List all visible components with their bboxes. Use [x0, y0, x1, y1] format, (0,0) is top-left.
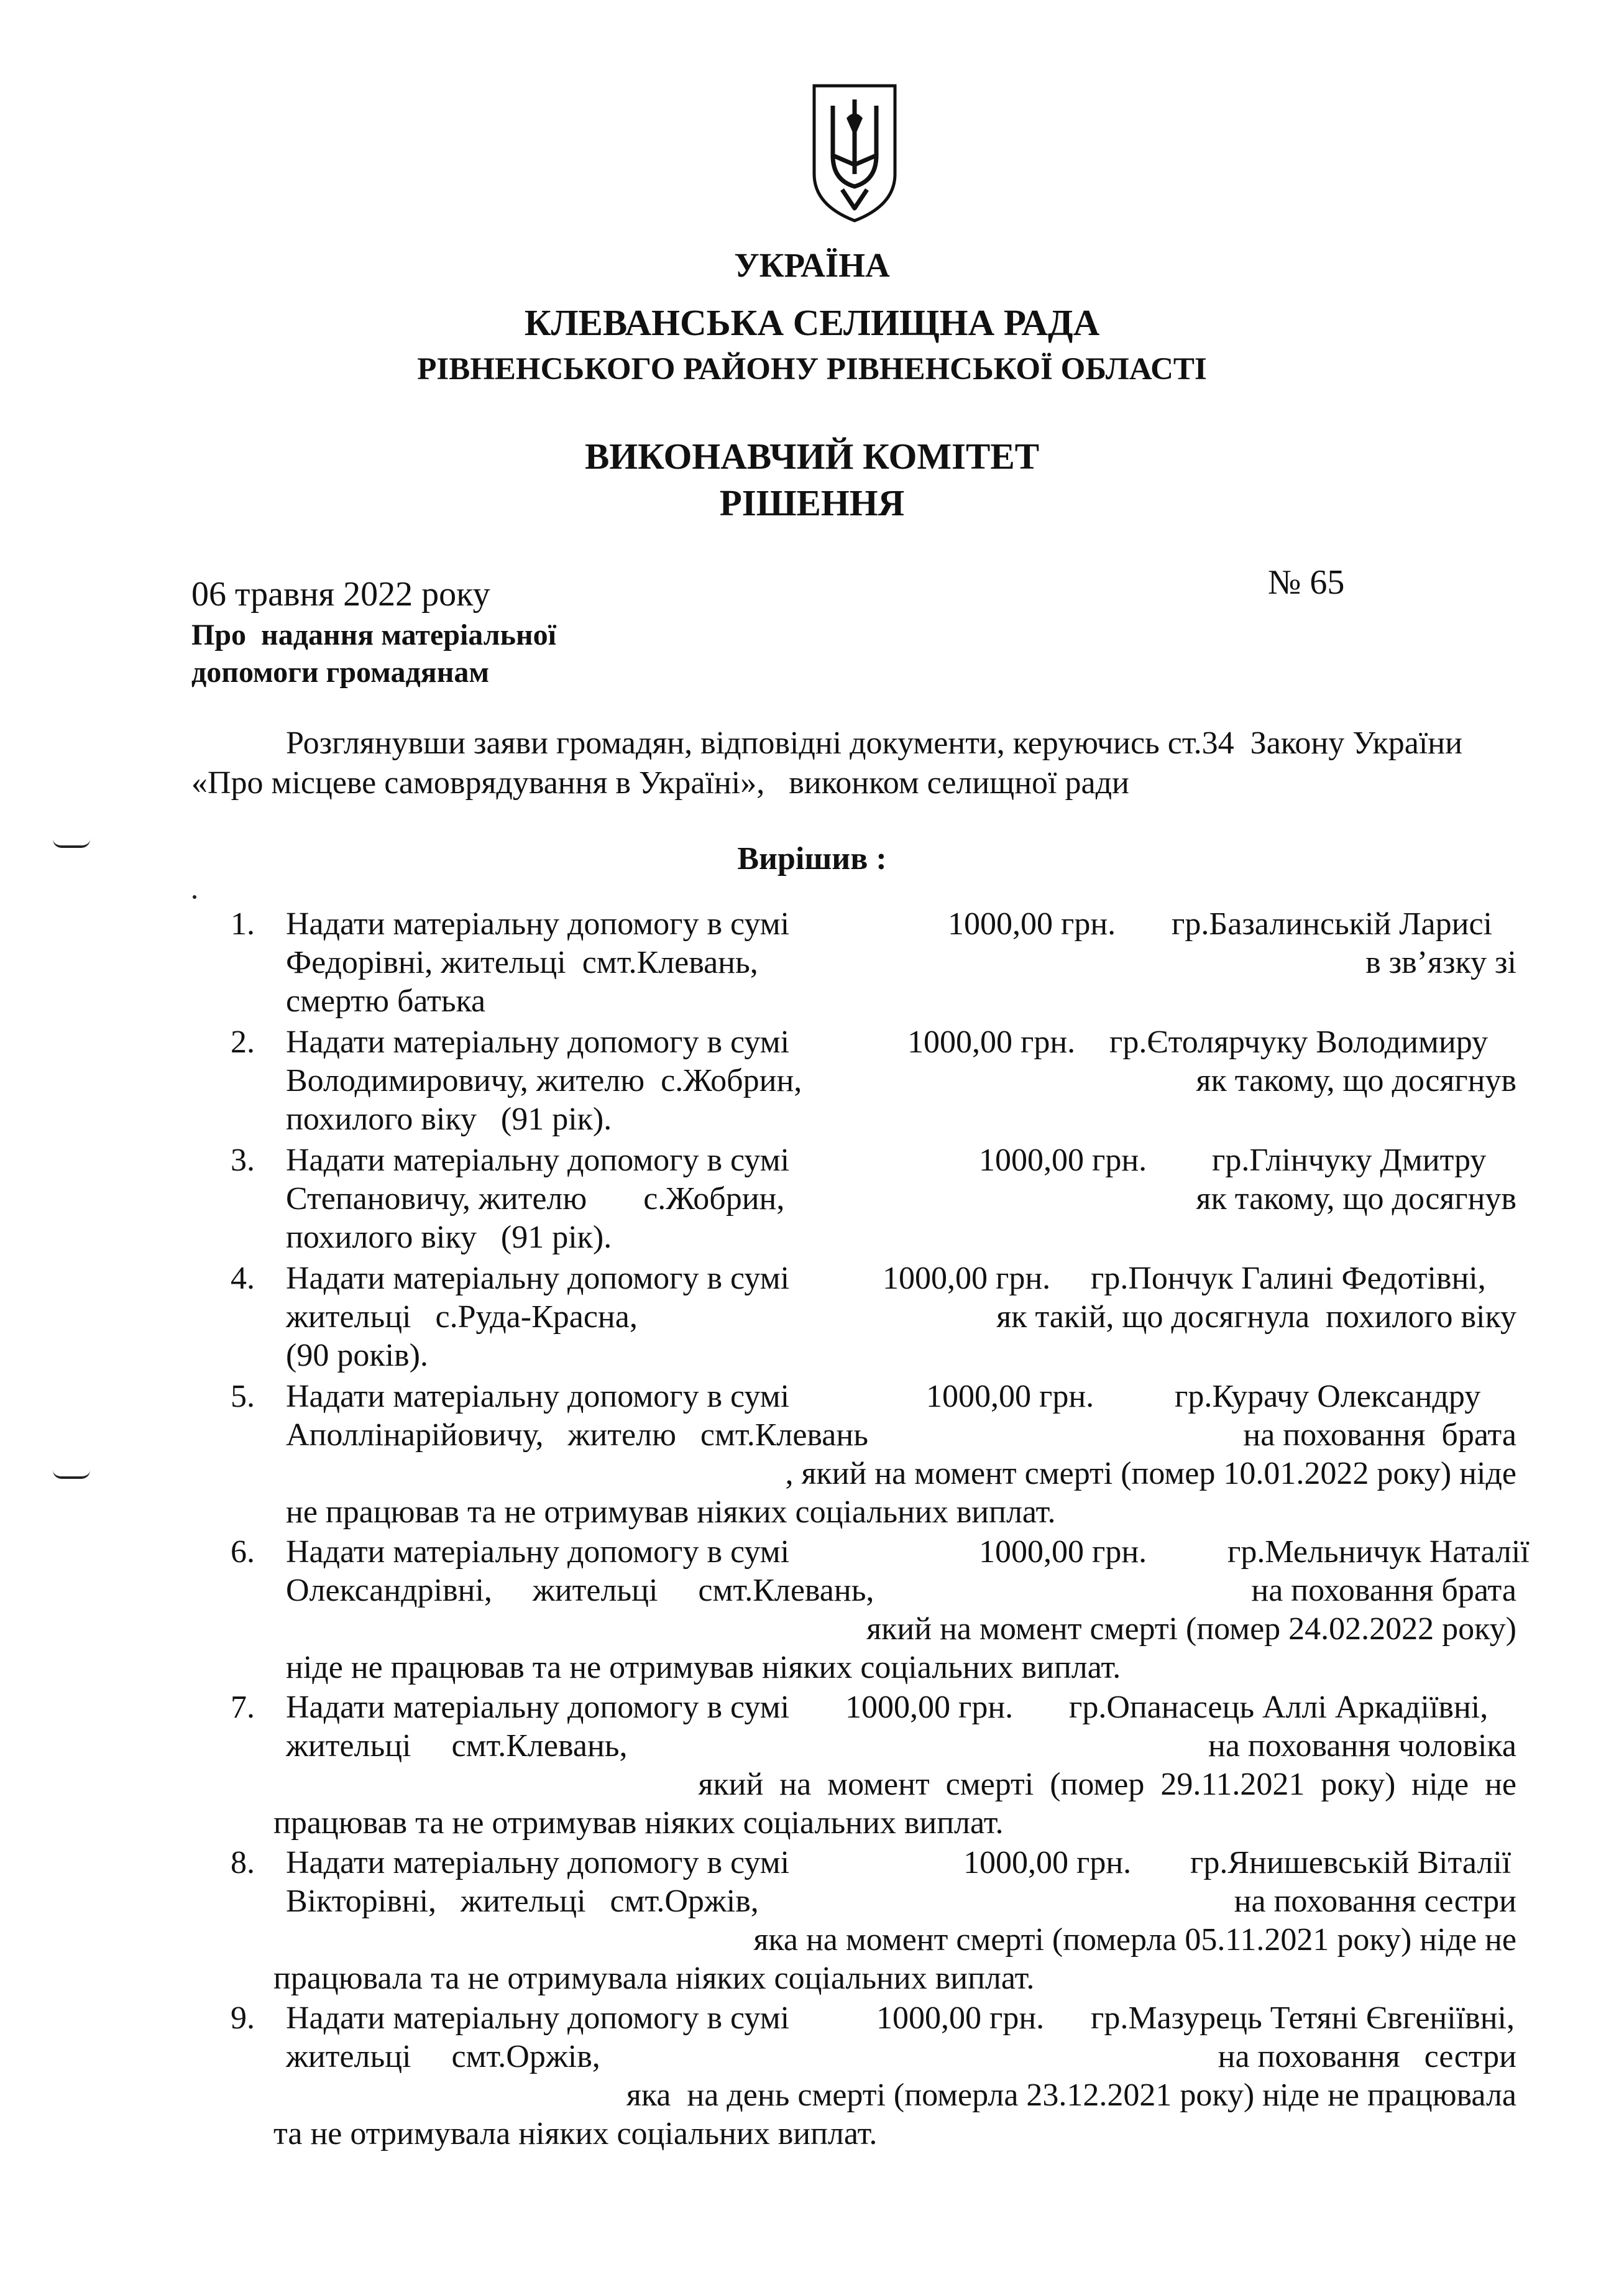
item-recipient: гр.Курачу Олександру	[1175, 1379, 1481, 1414]
item-recipient: гр.Глінчуку Дмитру	[1212, 1143, 1487, 1178]
item-number: 8.	[231, 1845, 255, 1880]
item-reason: на поховання сестри	[1234, 1884, 1516, 1919]
item-text: Надати матеріальну допомогу в сумі	[286, 1024, 790, 1060]
item-text: , який на момент смерті (помер 10.01.2022 року) ніде	[785, 1456, 1516, 1491]
item-text: Аполлінарійовичу, жителю смт.Клевань	[286, 1417, 868, 1453]
item-number: 2.	[231, 1024, 255, 1060]
item-text: Надати матеріальну допомогу в сумі	[286, 906, 790, 942]
item-text: похилого віку (91 рік).	[286, 1102, 612, 1137]
item-amount: 1000,00 грн.	[907, 1024, 1076, 1060]
item-text: не працював та не отримував ніяких соціальних виплат.	[286, 1494, 1056, 1530]
council-title: КЛЕВАНСЬКА СЕЛИЩНА РАДА	[524, 302, 1100, 343]
scan-mark	[53, 1470, 90, 1479]
item-text: Володимировичу, жителю с.Жобрин,	[286, 1063, 802, 1098]
item-number: 5.	[231, 1379, 255, 1414]
item-amount: 1000,00 грн.	[948, 906, 1116, 942]
country-title: УКРАЇНА	[734, 246, 890, 284]
item-number: 3.	[231, 1143, 255, 1178]
decided-heading: Вирішив :	[737, 841, 887, 876]
item-number: 7.	[231, 1690, 255, 1725]
item-text: жительці смт.Оржів,	[286, 2039, 600, 2074]
item-amount: 1000,00 грн.	[963, 1845, 1132, 1880]
item-text: жительці с.Руда-Красна,	[286, 1299, 638, 1335]
item-recipient: гр.Базалинській Ларисі	[1172, 906, 1492, 942]
item-amount: 1000,00 грн.	[876, 2000, 1045, 2036]
item-recipient: гр.Мельничук Наталії	[1227, 1534, 1530, 1570]
subject-line-1: Про надання матеріальної	[191, 619, 557, 651]
decision-date: 06 травня 2022 року	[191, 575, 490, 614]
doc-type-title: РІШЕННЯ	[719, 482, 905, 523]
item-reason: на поховання сестри	[1218, 2039, 1516, 2074]
item-reason: як такому, що досягнув	[1196, 1181, 1516, 1217]
item-text: Федорівні, жительці смт.Клевань,	[286, 945, 758, 980]
item-text: який на момент смерті (помер 29.11.2021 року) ніде не	[698, 1767, 1516, 1802]
item-number: 9.	[231, 2000, 255, 2036]
item-text: Надати матеріальну допомогу в сумі	[286, 1261, 790, 1296]
item-text: та не отримувала ніяких соціальних виплат.	[273, 2116, 878, 2151]
committee-title: ВИКОНАВЧИЙ КОМІТЕТ	[584, 436, 1040, 477]
item-text: похилого віку (91 рік).	[286, 1220, 612, 1255]
item-text: смертю батька	[286, 983, 486, 1019]
item-recipient: гр.Мазурець Тетяні Євгеніївні,	[1091, 2000, 1515, 2036]
item-text: Степановичу, жителю с.Жобрин,	[286, 1181, 785, 1217]
item-reason: на поховання брата	[1243, 1417, 1516, 1453]
item-reason: в зв’язку зі	[1365, 945, 1516, 980]
item-amount: 1000,00 грн.	[845, 1690, 1014, 1725]
scan-mark	[53, 839, 90, 848]
item-text: яка на момент смерті (померла 05.11.2021 року) ніде не	[753, 1922, 1516, 1958]
item-recipient: гр.Пончук Галині Федотівні,	[1091, 1261, 1486, 1296]
item-recipient: гр.Янишевській Віталії	[1190, 1845, 1512, 1880]
item-text: Надати матеріальну допомогу в сумі	[286, 1379, 790, 1414]
item-text: працював та не отримував ніяких соціальних виплат.	[273, 1805, 1004, 1841]
item-text: який на момент смерті (помер 24.02.2022 року)	[866, 1611, 1516, 1647]
item-reason: на поховання брата	[1251, 1573, 1516, 1608]
region-title: РІВНЕНСЬКОГО РАЙОНУ РІВНЕНСЬКОЇ ОБЛАСТІ	[417, 352, 1207, 387]
item-text: (90 років).	[286, 1338, 428, 1373]
item-text: жительці смт.Клевань,	[286, 1728, 628, 1764]
item-reason: як такому, що досягнув	[1196, 1063, 1516, 1098]
item-text: Надати матеріальну допомогу в сумі	[286, 2000, 790, 2036]
item-text: Вікторівні, жительці смт.Оржів,	[286, 1884, 759, 1919]
item-text: Надати матеріальну допомогу в сумі	[286, 1143, 790, 1178]
subject-line-2: допомоги громадянам	[191, 656, 490, 689]
item-text: ніде не працював та не отримував ніяких соціальних виплат.	[286, 1650, 1121, 1685]
item-text: яка на день смерті (померла 23.12.2021 року) ніде не працювала	[626, 2077, 1516, 2113]
item-number: 1.	[231, 906, 255, 942]
item-text: Надати матеріальну допомогу в сумі	[286, 1845, 790, 1880]
decision-number: № 65	[1268, 563, 1345, 602]
item-amount: 1000,00 грн.	[926, 1379, 1094, 1414]
item-reason: на поховання чоловіка	[1208, 1728, 1516, 1764]
item-reason: як такій, що досягнула похилого віку	[996, 1299, 1516, 1335]
preamble-line-1: Розглянувши заяви громадян, відповідні документи, керуючись ст.34 Закону України	[286, 725, 1462, 761]
scan-dot	[193, 895, 196, 899]
item-recipient: гр.Опанасець Аллі Аркадіївні,	[1069, 1690, 1489, 1725]
item-number: 4.	[231, 1261, 255, 1296]
item-text: Надати матеріальну допомогу в сумі	[286, 1534, 790, 1570]
item-amount: 1000,00 грн.	[883, 1261, 1051, 1296]
item-text: Надати матеріальну допомогу в сумі	[286, 1690, 790, 1725]
item-amount: 1000,00 грн.	[979, 1534, 1147, 1570]
coat-of-arms-icon	[808, 81, 901, 224]
item-text: Олександрівні, жительці смт.Клевань,	[286, 1573, 874, 1608]
item-number: 6.	[231, 1534, 255, 1570]
item-recipient: гр.Єтолярчуку Володимиру	[1109, 1024, 1489, 1060]
preamble-line-2: «Про місцеве самоврядування в Україні», виконком селищної ради	[191, 765, 1129, 801]
item-amount: 1000,00 грн.	[979, 1143, 1147, 1178]
item-text: працювала та не отримувала ніяких соціальних виплат.	[273, 1961, 1035, 1996]
